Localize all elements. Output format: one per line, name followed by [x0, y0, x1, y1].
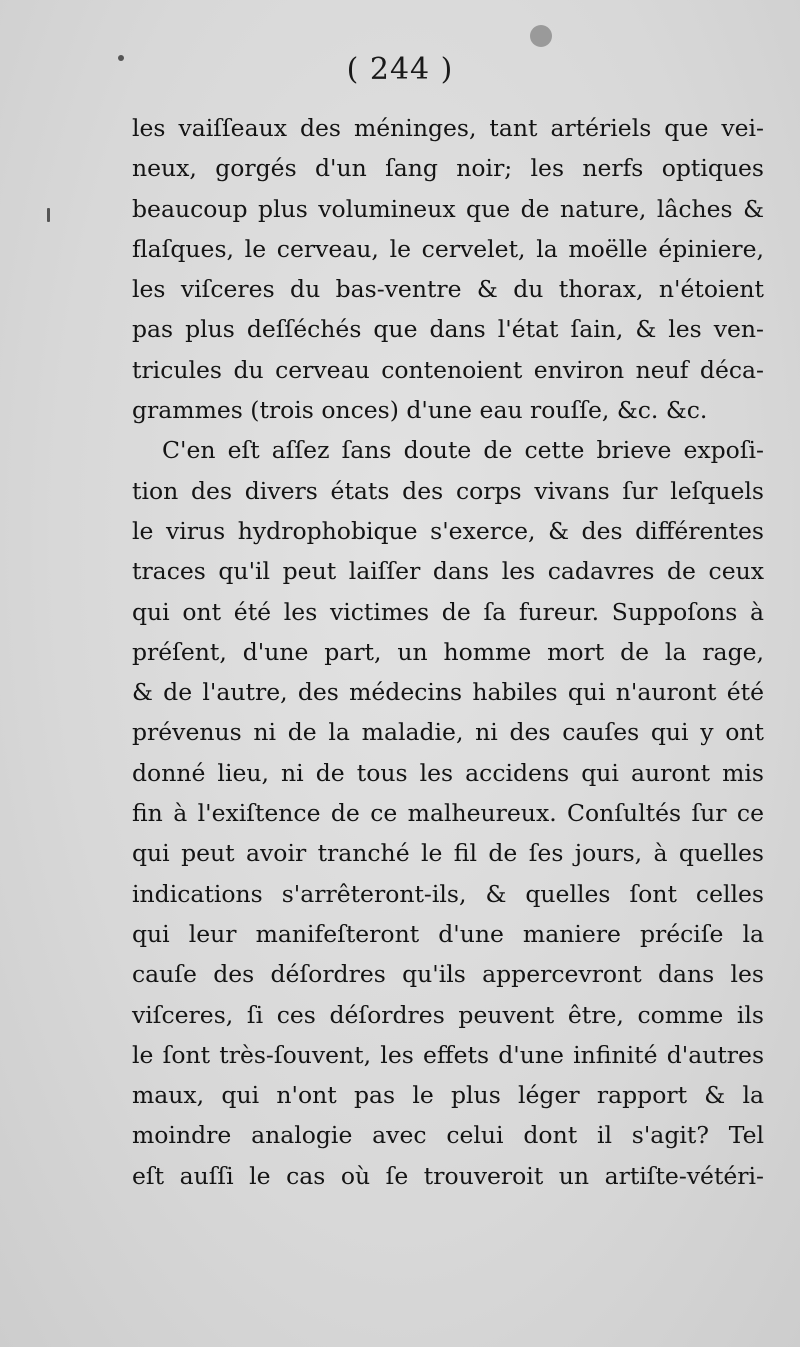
- text-line: le virus hydrophobique s'exerce, & des différentes: [132, 516, 764, 545]
- text-line: C'en eſt aſſez ſans doute de cette brieve expoſi-: [162, 436, 764, 465]
- text-line: flaſques, le cerveau, le cervelet, la moëlle épiniere,: [132, 234, 764, 263]
- ink-speck: [118, 55, 124, 61]
- text-line: neux, gorgés d'un ſang noir; les nerfs optiques: [132, 154, 764, 183]
- page-number: ( 244 ): [346, 52, 454, 87]
- text-line: tricules du cerveau contenoient environ neuf déca-: [132, 355, 764, 384]
- text-line: & de l'autre, des médecins habiles qui n'auront été: [132, 678, 764, 707]
- text-line: pas plus deſſéchés que dans l'état ſain, & les ven-: [132, 315, 764, 344]
- text-line: préſent, d'une part, un homme mort de la rage,: [132, 637, 764, 666]
- ink-speck: [530, 25, 552, 47]
- text-line: donné lieu, ni de tous les accidens qui auront mis: [132, 758, 764, 787]
- text-line: traces qu'il peut laiſſer dans les cadavres de ceux: [132, 557, 764, 586]
- text-line: les vaiſſeaux des méninges, tant artériels que vei-: [132, 114, 764, 142]
- text-line: fin à l'exiſtence de ce malheureux. Conſultés ſur ce: [132, 799, 764, 828]
- text-line: qui peut avoir tranché le fil de ſes jours, à quelles: [132, 839, 764, 868]
- text-line: grammes (trois onces) d'une eau rouſſe, &c. &c.: [132, 396, 708, 425]
- body-text: [132, 108, 764, 1196]
- text-line: viſceres, ſi ces déſordres peuvent être, comme ils: [132, 1000, 764, 1029]
- text-line: prévenus ni de la maladie, ni des cauſes qui y ont: [132, 718, 764, 747]
- text-line: indications s'arrêteront-ils, & quelles ſont celles: [132, 879, 764, 908]
- text-line: le ſont très-ſouvent, les effets d'une infinité d'autres: [132, 1040, 764, 1069]
- text-line: beaucoup plus volumineux que de nature, lâches &: [132, 194, 764, 223]
- text-line: les viſceres du bas-ventre & du thorax, n'étoient: [132, 275, 764, 304]
- text-line: cauſe des déſordres qu'ils appercevront dans les: [132, 960, 764, 989]
- text-line: moindre analogie avec celui dont il s'agit? Tel: [132, 1121, 764, 1150]
- ink-speck: [47, 208, 50, 222]
- text-line: qui leur manifeſteront d'une maniere préciſe la: [132, 919, 764, 948]
- text-line: qui ont été les victimes de ſa fureur. Suppoſons à: [132, 597, 764, 626]
- text-line: eſt auſſi le cas où ſe trouveroit un artiſte-vétéri-: [132, 1161, 764, 1190]
- text-line: tion des divers états des corps vivans ſur leſquels: [132, 476, 764, 505]
- text-line: maux, qui n'ont pas le plus léger rapport & la: [132, 1081, 764, 1110]
